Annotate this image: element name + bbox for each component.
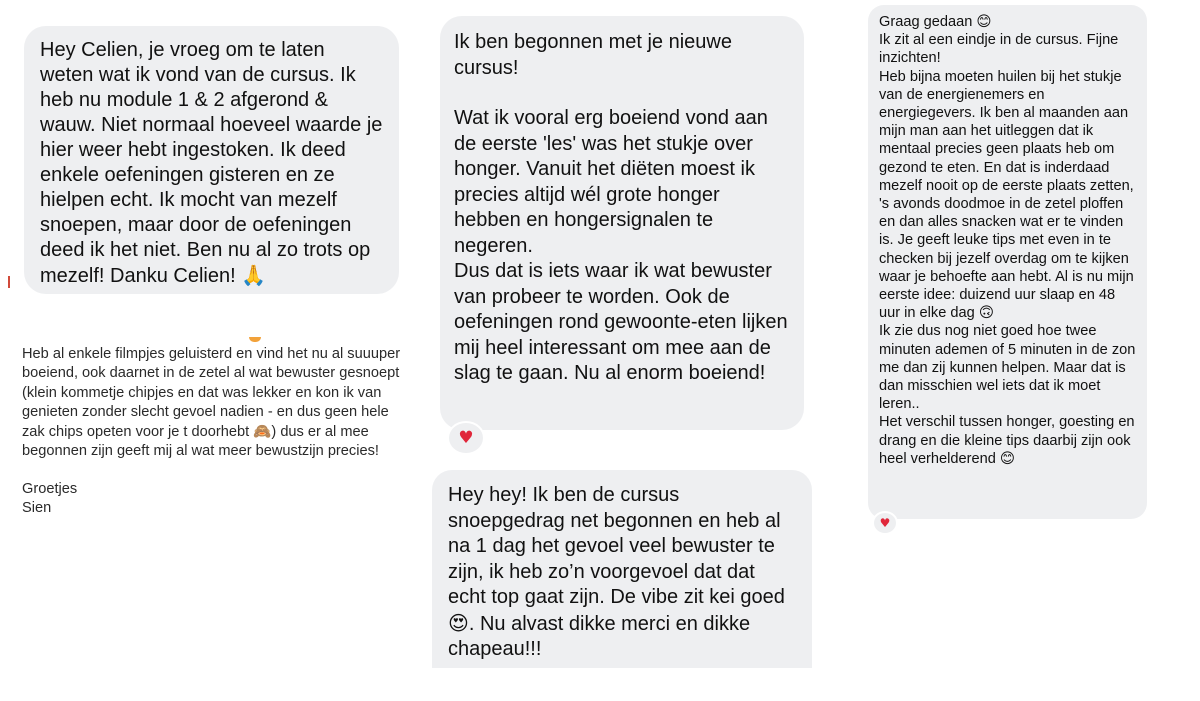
message-text: Heb al enkele filmpjes geluisterd en vind het nu al suuuper boeiend, ook daarnet in de zetel al wat bewuster gesnoept (klein kommetje chipjes en dat was lekker en kon ik van genieten zonder slecht gevoel nadien - en dus geen hele zak chips opeten voor je t doorhebt 🙈) dus er al mee begonnen zijn geeft mij al wat meer bewustzijn precies! <box>22 346 401 460</box>
folded-hands-emoji-icon: 🙏 <box>241 263 267 287</box>
message-text: Ik zit al een eindje in de cursus. Fijne inzichten! <box>879 32 1119 67</box>
message-paragraph: Wat ik vooral erg boeiend vond aan de eerste 'les' was het stukje over honger. Vanuit het diëten moest ik precies altijd wél grote honger hebben en hongersignalen te negeren. <box>454 107 768 257</box>
edge-artifact <box>8 276 10 288</box>
message-paragraph: Dus dat is iets waar ik wat bewuster van probeer te worden. Ook de oefeningen rond gewoonte-eten lijken mij heel interessant om mee aan de slag te gaan. Nu al enorm boeiend! <box>454 260 788 384</box>
message-bubble-4 <box>868 5 1147 519</box>
heart-eyes-emoji-icon: 😍 <box>448 610 469 635</box>
see-no-evil-monkey-emoji-icon: 🙈 <box>253 423 272 441</box>
message-text: Hey Celien, je vroeg om te laten weten wat ik vond van de cursus. Ik heb nu module 1 & 2 afgerond & wauw. Niet normaal hoeveel waarde je hier weer hebt ingestoken. Ik deed enkele oefeningen gisteren en ze hielpen echt. Ik mocht van mezelf snoepen, maar door de oefeningen deed ik het niet. Ben nu al zo trots op mezelf! Danku Celien! <box>40 39 383 287</box>
message-text: Graag gedaan <box>879 14 973 30</box>
message-bubble-3 <box>432 470 812 668</box>
smiling-emoji-icon: 😊 <box>999 449 1016 467</box>
signature-line: Sien <box>22 500 52 517</box>
message-text: Heb bijna moeten huilen bij het stukje van de energienemers en energiegevers. Ik ben al maanden aan mijn man aan het uitleggen dat ik mentaal precies geen plaats heb om gezond te eten. En dat is inderdaad mezelf nooit op de eerste plaats zetten, 's avonds doodmoe in de zetel ploffen en dan alles snacken wat er te vinden is. Je geeft leuke tips met even in te checken bij jezelf overdag om te kijken waar je behoefte aan hebt. Al is nu mijn eerste idee: duizend uur slaap en 48 uur in elke dag <box>879 68 1134 322</box>
upside-down-emoji-icon: 🙃 <box>978 304 995 322</box>
message-text: Hey hey! Ik ben de cursus snoepgedrag net begonnen en heb al na 1 dag het gevoel veel bewuster te zijn, ik heb zo’n voorgevoel dat dat echt top gaat zijn. De vibe zit kei goed <box>448 484 785 608</box>
message-paragraph: Ik ben begonnen met je nieuwe cursus! <box>454 31 732 79</box>
message-text: Ik zie dus nog niet goed hoe twee minuten ademen of 5 minuten in de zon me dan zij kunnen helpen. Maar dat is dan misschien wel iets dat ik moet leren.. <box>879 323 1136 413</box>
message-text: Het verschil tussen honger, goesting en drang en die kleine tips daarbij zijn ook heel verhelderend <box>879 414 1135 467</box>
plain-message <box>22 345 402 518</box>
heart-reaction-icon[interactable]: ♥ <box>447 421 485 455</box>
message-bubble-2 <box>440 16 804 430</box>
heart-reaction-icon[interactable]: ♥ <box>872 511 898 535</box>
cropped-emoji-artifact <box>249 337 261 342</box>
message-text: . Nu alvast dikke merci en dikke chapeau!!! <box>448 612 751 660</box>
message-bubble-1 <box>24 26 399 294</box>
smiling-emoji-icon: 😊 <box>976 13 992 30</box>
greeting-line: Groetjes <box>22 480 78 497</box>
